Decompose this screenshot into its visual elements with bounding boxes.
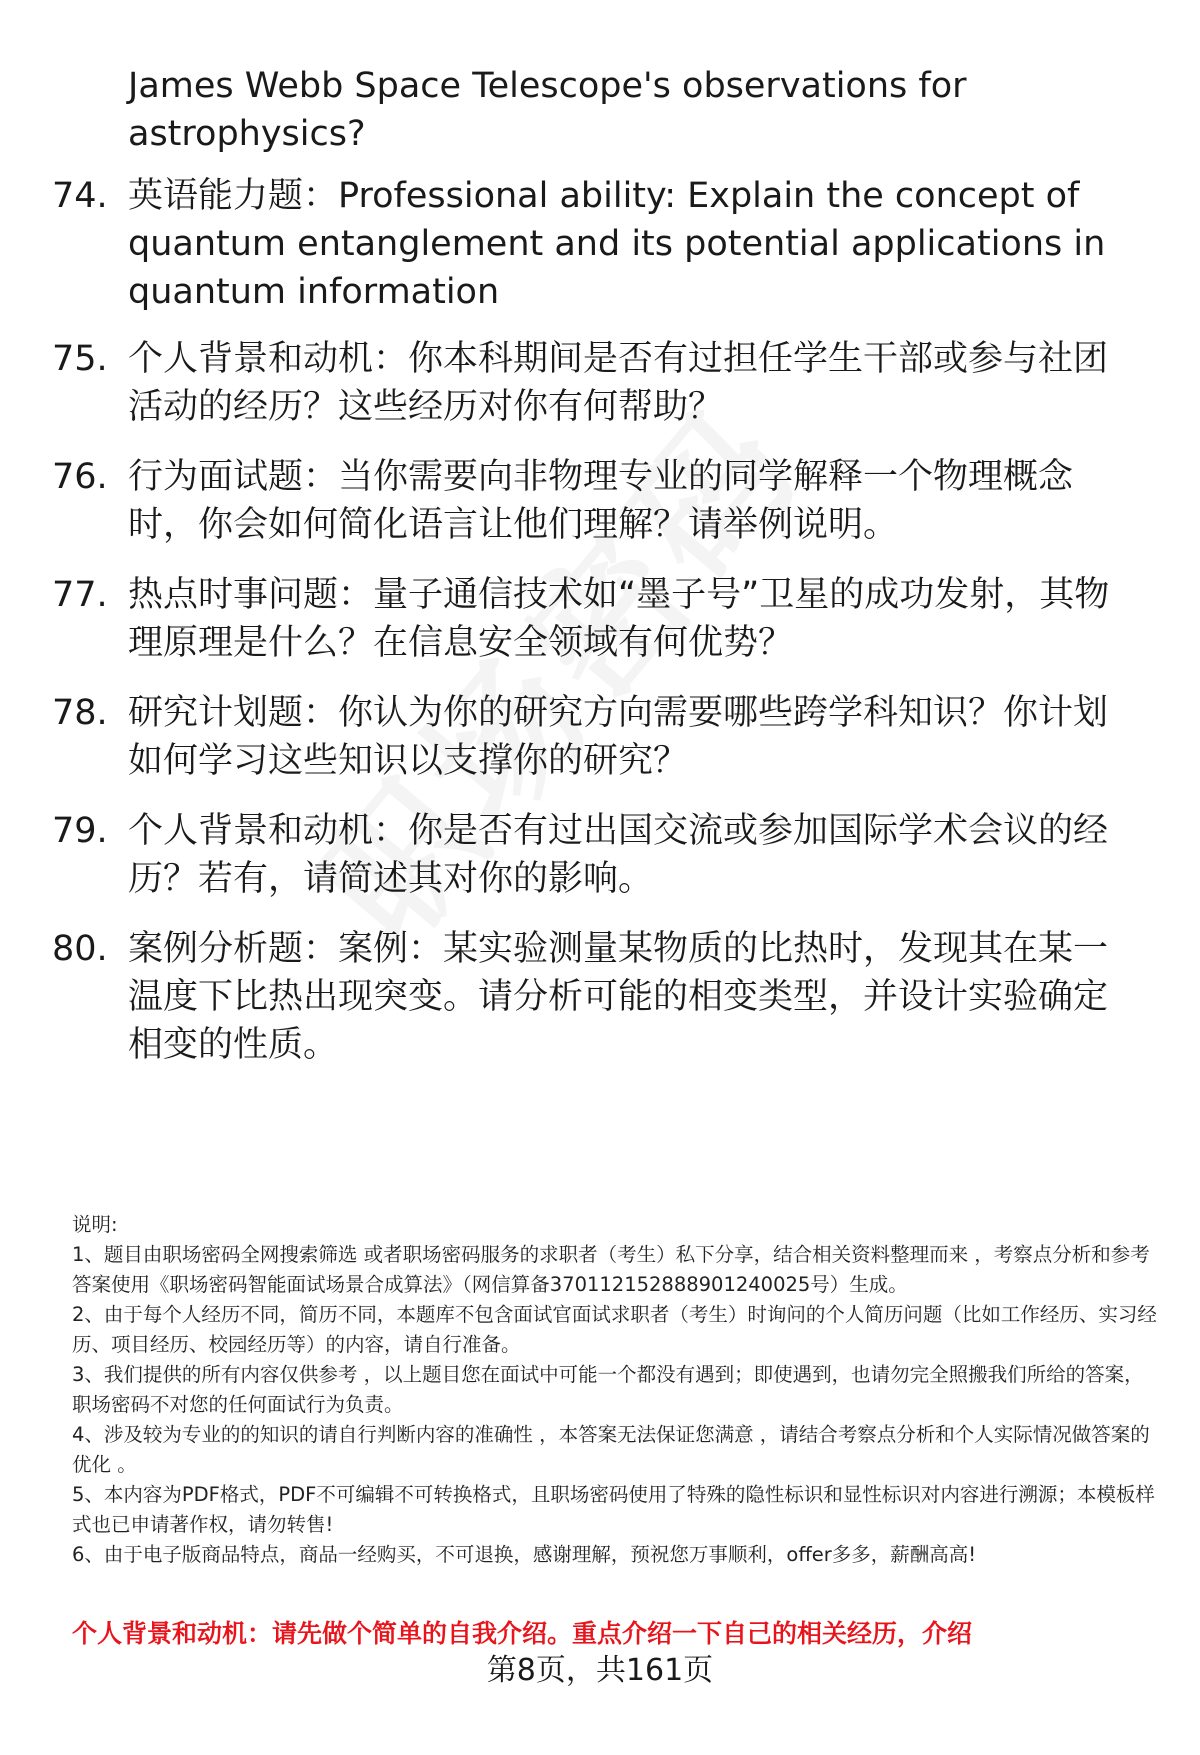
question-80 bbox=[52, 925, 1152, 1069]
note-item-1: 1、题目由职场密码全网搜索筛选 或者职场密码服务的求职者（考生）私下分享，结合相关资料整理而来 ，考察点分析和参考答案使用《职场密码智能面试场景合成算法》（网信算备370112152888901240025号）生成。 bbox=[72, 1243, 1150, 1296]
question-text: 个人背景和动机：你本科期间是否有过担任学生干部或参与社团活动的经历？这些经历对你有何帮助？ bbox=[128, 339, 1109, 427]
question-75 bbox=[52, 335, 1152, 431]
footer-highlight: 个人背景和动机：请先做个简单的自我介绍。重点介绍一下自己的相关经历，介绍 bbox=[72, 1619, 973, 1648]
note-item-4: 4、涉及较为专业的的知识的请自行判断内容的准确性 ，本答案无法保证您满意 ，请结合考察点分析和个人实际情况做答案的优化 。 bbox=[72, 1423, 1150, 1476]
question-text: 热点时事问题：量子通信技术如“墨子号”卫星的成功发射，其物理原理是什么？在信息安全领域有何优势？ bbox=[128, 575, 1110, 663]
note-item-3: 3、我们提供的所有内容仅供参考 ，以上题目您在面试中可能一个都没有遇到；即使遇到，也请勿完全照搬我们所给的答案，职场密码不对您的任何面试行为负责。 bbox=[72, 1363, 1144, 1416]
page-number: 第8页，共161页 bbox=[486, 1653, 714, 1688]
question-74 bbox=[52, 172, 1152, 316]
note-item-2: 2、由于每个人经历不同，简历不同，本题库不包含面试官面试求职者（考生）时询问的个人简历问题（比如工作经历、实习经历、项目经历、校园经历等）的内容，请自行准备。 bbox=[72, 1303, 1157, 1356]
question-text: 个人背景和动机：你是否有过出国交流或参加国际学术会议的经历？若有，请简述其对你的影响。 bbox=[128, 811, 1109, 899]
question-77 bbox=[52, 571, 1152, 667]
question-number: 79. bbox=[52, 811, 108, 851]
note-item-6: 6、由于电子版商品特点，商品一经购买，不可退换，感谢理解，预祝您万事顺利，offer多多，薪酬高高! bbox=[72, 1543, 977, 1566]
question-76 bbox=[52, 453, 1152, 549]
question-number: 80. bbox=[52, 929, 108, 969]
question-79 bbox=[52, 807, 1152, 903]
question-text: 行为面试题：当你需要向非物理专业的同学解释一个物理概念时，你会如何简化语言让他们理解？请举例说明。 bbox=[128, 457, 1074, 545]
question-number: 77. bbox=[52, 575, 108, 615]
question-number: 75. bbox=[52, 339, 108, 379]
question-text: 英语能力题：Professional ability: Explain the concept of quantum entanglement and its potential applications in quantum information bbox=[128, 176, 1106, 312]
question-number: 78. bbox=[52, 693, 108, 733]
notes-section bbox=[72, 1210, 1157, 1570]
question-78 bbox=[52, 689, 1152, 785]
notes-title: 说明: bbox=[72, 1213, 118, 1236]
question-continuation: James Webb Space Telescope's observations for astrophysics? bbox=[128, 66, 967, 154]
question-text: 案例分析题：案例：某实验测量某物质的比热时，发现其在某一温度下比热出现突变。请分析可能的相变类型，并设计实验确定相变的性质。 bbox=[128, 929, 1109, 1065]
note-item-5: 5、本内容为PDF格式，PDF不可编辑不可转换格式，且职场密码使用了特殊的隐性标识和显性标识对内容进行溯源；本模板样式也已申请著作权，请勿转售! bbox=[72, 1483, 1155, 1536]
question-number: 74. bbox=[52, 176, 108, 216]
question-number: 76. bbox=[52, 457, 108, 497]
question-text: 研究计划题：你认为你的研究方向需要哪些跨学科知识？你计划如何学习这些知识以支撑你的研究？ bbox=[128, 693, 1109, 781]
